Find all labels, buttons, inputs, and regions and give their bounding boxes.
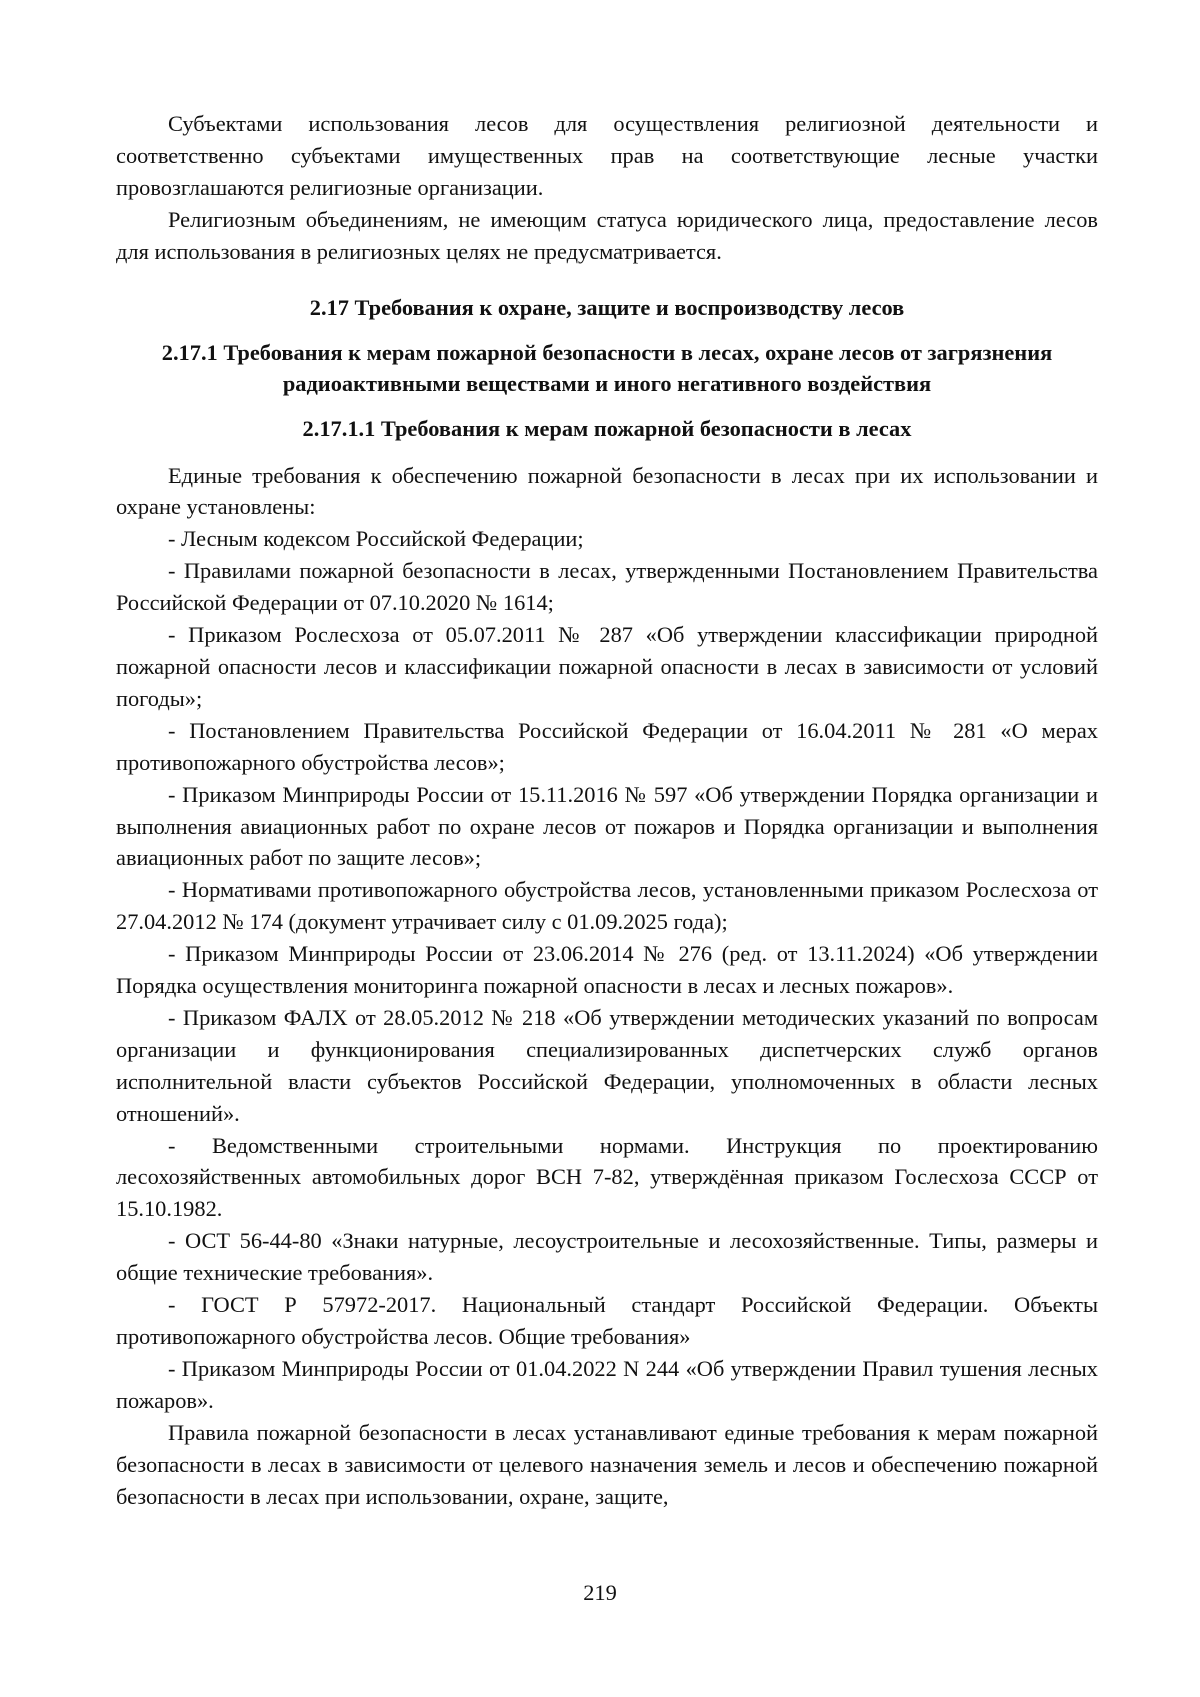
list-item-gost-57972: - ГОСТ Р 57972-2017. Национальный стандарт Российской Федерации. Объекты противопожарного обустройства лесов. Общие требования» (116, 1292, 1098, 1349)
paragraph-requirements-intro: Единые требования к обеспечению пожарной безопасности в лесах при их использовании и охране установлены: (116, 462, 1098, 520)
list-item-vsn-7-82: - Ведомственными строительными нормами. Инструкция по проектированию лесохозяйственных автомобильных дорог ВСН 7-82, утверждённая приказом Гослесхоза СССР от 15.10.1982. (116, 1132, 1098, 1222)
list-item-order-174: - Нормативами противопожарного обустройства лесов, установленными приказом Рослесхоза от 27.04.2012 № 174 (документ утрачивает силу с 01.09.2025 года); (116, 877, 1098, 935)
list-item-order-287: - Приказом Рослесхоза от 05.07.2011 № 287 «Об утверждении классификации природной пожарной опасности лесов и классификации пожарной опасности в лесах в зависимости от условий погоды»; (116, 622, 1098, 711)
spacer (116, 399, 1098, 413)
paragraph-fire-safety-rules-scope: Правила пожарной безопасности в лесах устанавливают единые требования к мерам пожарной безопасности в лесах в зависимости от целевого назначения земель и лесов и обеспечению пожарной безопасности в лесах при использовании, охране, защите, (116, 1419, 1098, 1509)
heading-section-2-17-1-line2: радиоактивными веществами и иного негативного воздействия (282, 370, 932, 396)
spacer (116, 444, 1098, 460)
spacer (116, 323, 1098, 337)
page-number: 219 (583, 1580, 617, 1605)
spacer (116, 268, 1098, 292)
heading-section-2-17-1-1: 2.17.1.1 Требования к мерам пожарной безопасности в лесах (302, 415, 912, 441)
list-item-fire-safety-rules: - Правилами пожарной безопасности в лесах, утвержденными Постановлением Правительства Российской Федерации от 07.10.2020 № 1614; (116, 558, 1098, 616)
document-page (116, 108, 1098, 1512)
list-item-ost-56-44-80: - ОСТ 56-44-80 «Знаки натурные, лесоустроительные и лесохозяйственные. Типы, размеры и общие технические требования». (116, 1228, 1098, 1286)
heading-section-2-17-1-line1: 2.17.1 Требования к мерам пожарной безопасности в лесах, охране лесов от загрязнения (161, 339, 1053, 365)
list-item-order-597: - Приказом Минприроды России от 15.11.2016 № 597 «Об утверждении Порядка организации и выполнения авиационных работ по охране лесов от пожаров и Порядка организации и выполнения авиационных работ по защите лесов»; (116, 781, 1098, 871)
list-item-order-244: - Приказом Минприроды России от 01.04.2022 N 244 «Об утверждении Правил тушения лесных пожаров». (116, 1355, 1098, 1413)
list-item-order-276: - Приказом Минприроды России от 23.06.2014 № 276 (ред. от 13.11.2024) «Об утверждении Порядка осуществления мониторинга пожарной опасности в лесах и лесных пожаров». (116, 941, 1098, 999)
heading-section-2-17: 2.17 Требования к охране, защите и воспроизводству лесов (309, 294, 905, 320)
paragraph-religious-organizations: Субъектами использования лесов для осуществления религиозной деятельности и соответственно субъектами имущественных прав на соответствующие лесные участки провозглашаются религиозные организации. (116, 111, 1098, 200)
list-item-order-218: - Приказом ФАЛХ от 28.05.2012 № 218 «Об утверждении методических указаний по вопросам организации и функционирования специализированных диспетчерских служб органов исполнительной власти субъектов Российской Федерации, уполномоченных в области лесных отношений». (116, 1004, 1098, 1126)
paragraph-religious-associations: Религиозным объединениям, не имеющим статуса юридического лица, предоставление лесов для использования в религиозных целях не предусматривается. (116, 206, 1098, 264)
list-item-forest-code: - Лесным кодексом Российской Федерации; (168, 526, 584, 552)
list-item-resolution-281: - Постановлением Правительства Российской Федерации от 16.04.2011 № 281 «О мерах противопожарного обустройства лесов»; (116, 717, 1098, 775)
heading-section-2-17-1 (116, 337, 1098, 399)
